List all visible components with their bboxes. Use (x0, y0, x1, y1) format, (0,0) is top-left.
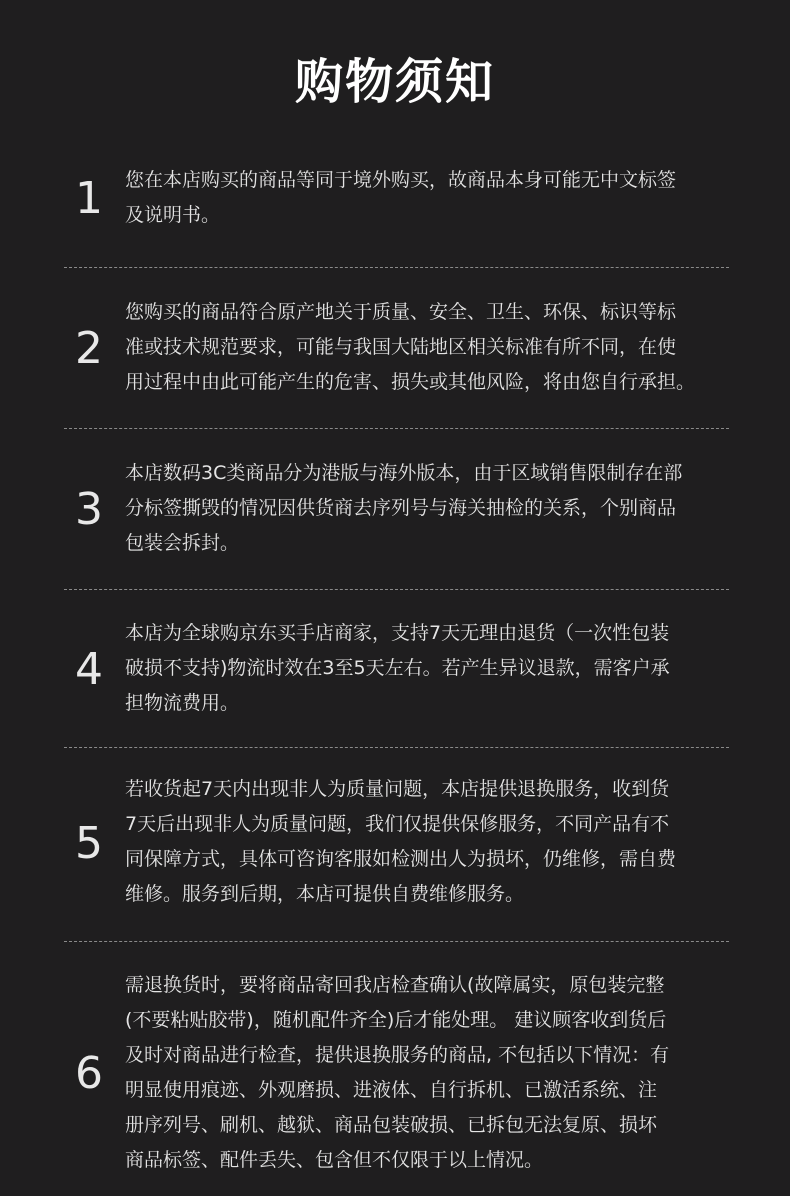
divider (64, 267, 729, 268)
notice-item-2 (64, 292, 729, 407)
item-text: 您在本店购买的商品等同于境外购买，故商品本身可能无中文标签 及说明书。 (125, 169, 677, 226)
item-text: 本店数码3C类商品分为港版与海外版本，由于区域销售限制存在部 分标签撕毁的情况因供货商去序列号与海关抽检的关系，个别商品 包装会拆封。 (125, 462, 683, 554)
divider (64, 589, 729, 590)
notice-item-3 (64, 453, 729, 568)
item-number: 1 (75, 173, 103, 224)
item-number: 3 (75, 484, 103, 535)
divider (64, 747, 729, 748)
notice-item-1 (64, 160, 729, 240)
notice-item-4 (64, 613, 729, 728)
item-text: 需退换货时，要将商品寄回我店检查确认(故障属实，原包装完整 (不要粘贴胶带)，随机配件齐全)后才能处理。 建议顾客收到货后 及时对商品进行检查，提供退换服务的商品, 不包括以下情况：有 明显使用痕迹、外观磨损、进液体、自行拆机、已激活系统、注 册序列号、刷机、越狱、商品包装破损、已拆包无法复原、损坏 商品标签、配件丢失、包含但不仅限于以上情况。 (125, 974, 670, 1171)
item-number: 5 (75, 818, 103, 869)
item-text: 本店为全球购京东买手店商家，支持7天无理由退货（一次性包装 破损不支持)物流时效在3至5天左右。若产生异议退款，需客户承 担物流费用。 (125, 622, 670, 714)
divider (64, 428, 729, 429)
notice-item-5 (64, 772, 729, 922)
item-number: 2 (75, 323, 103, 374)
item-text: 若收货起7天内出现非人为质量问题，本店提供退换服务，收到货 7天后出现非人为质量问题，我们仅提供保修服务，不同产品有不 同保障方式，具体可咨询客服如检测出人为损坏，仍维修，需自费 维修。服务到后期，本店可提供自费维修服务。 (125, 778, 677, 905)
item-text: 您购买的商品符合原产地关于质量、安全、卫生、环保、标识等标 准或技术规范要求，可能与我国大陆地区相关标准有所不同，在使 用过程中由此可能产生的危害、损失或其他风险，将由您自行承担。 (125, 301, 696, 393)
divider (64, 941, 729, 942)
page-title: 购物须知 (294, 54, 495, 110)
item-number: 4 (75, 644, 103, 695)
notice-item-6 (64, 968, 729, 1188)
item-number: 6 (75, 1048, 103, 1099)
